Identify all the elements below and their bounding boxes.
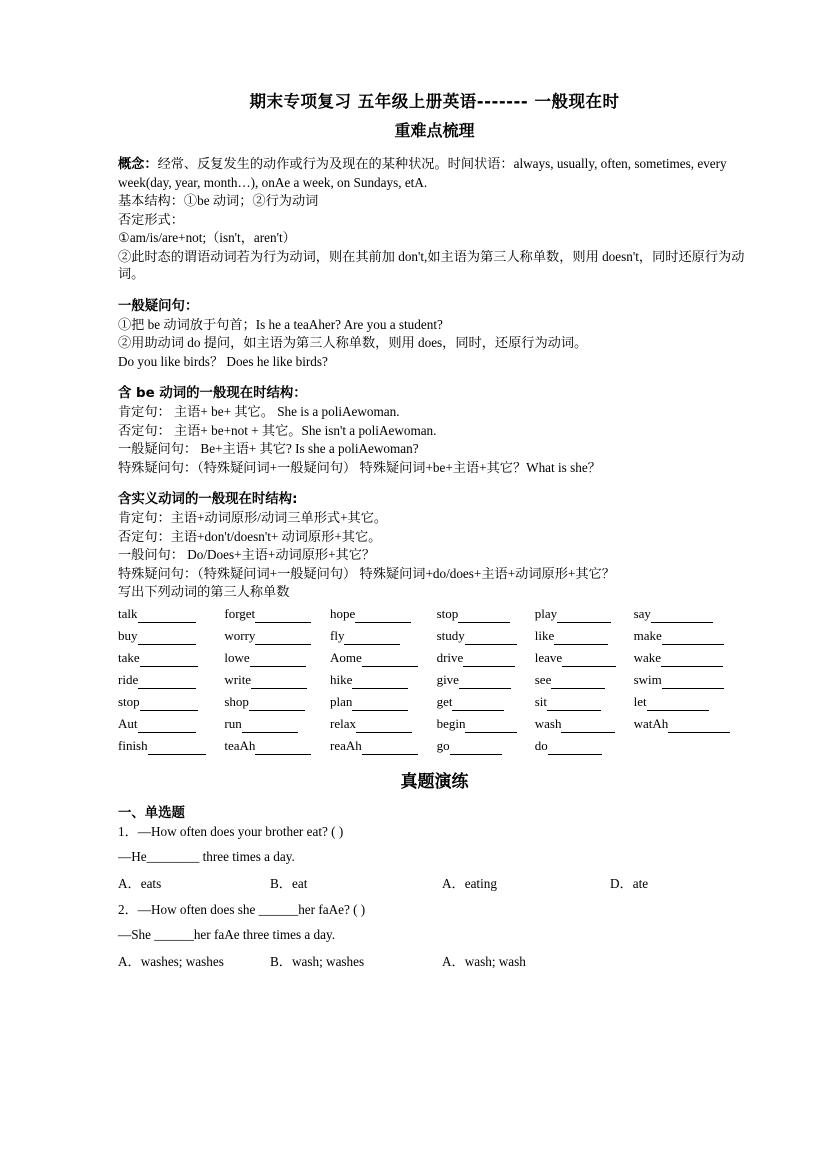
verb-cell (330, 603, 437, 625)
verb-table-row (118, 691, 751, 713)
section-subtitle: 重难点梳理 (394, 121, 475, 140)
verb-word: wake (633, 649, 662, 665)
verb-word: see (534, 671, 552, 687)
verb-cell (634, 669, 751, 691)
verb-cell (224, 603, 330, 625)
verb-cell (634, 603, 751, 625)
part-one-label: 一、单选题 (118, 805, 185, 821)
answer-blank[interactable] (459, 671, 511, 689)
verb-word: Aut (118, 715, 138, 731)
verb-affirmative: 肯定句：主语+动词原形/动词三单形式+其它。 (118, 510, 388, 525)
answer-blank[interactable] (138, 715, 196, 733)
verb-word: stop (436, 605, 459, 621)
question-stem: 2．—How often does she ______her faAe? ( ) (118, 901, 366, 917)
answer-blank[interactable] (662, 627, 724, 645)
answer-blank[interactable] (138, 605, 196, 623)
concept-text: 经常、反复发生的动作或行为及现在的某种状况。时间状语：always, usually, often, sometimes, every week(day, year, month…), onAe a week, on Sundays, etA. (118, 156, 727, 190)
verb-word: do (534, 737, 548, 753)
choice-c[interactable]: A．wash; wash (442, 953, 526, 969)
page-title: 期末专项复习 五年级上册英语------- 一般现在时 (249, 92, 620, 111)
answer-blank[interactable] (148, 737, 206, 755)
choice-d[interactable]: D．ate (610, 875, 649, 891)
answer-blank[interactable] (352, 693, 408, 711)
verb-table-row (118, 625, 751, 647)
be-special-question: 特殊疑问句：（特殊疑问词+一般疑问句） 特殊疑问词+be+主语+其它？What is she？ (118, 459, 601, 475)
verb-cell (535, 603, 634, 625)
verb-negative: 否定句：主语+don't/doesn't+ 动词原形+其它。 (118, 528, 382, 544)
verb-cell (535, 735, 634, 757)
general-question-heading: 一般疑问句： (118, 298, 199, 314)
verb-word: like (534, 627, 555, 643)
answer-blank[interactable] (465, 715, 517, 733)
verb-word: go (436, 737, 450, 753)
verb-table-body (118, 603, 751, 757)
answer-blank[interactable] (138, 627, 196, 645)
verb-word: reaAh (330, 737, 362, 753)
verb-cell (634, 713, 751, 735)
verb-word: watAh (633, 715, 669, 731)
verb-table-row (118, 669, 751, 691)
verb-word: run (224, 715, 242, 731)
verb-word: wash (534, 715, 562, 731)
verb-cell (535, 647, 634, 669)
verb-word: finish (118, 737, 148, 753)
verb-word: fly (330, 627, 345, 643)
be-negative: 否定句： 主语+ be+not + 其它。She isn't a poliAewoman. (118, 422, 437, 438)
answer-blank[interactable] (548, 737, 602, 755)
verb-word: stop (118, 693, 140, 709)
verb-table-row (118, 735, 751, 757)
be-structure-heading: 含 be 动词的一般现在时结构： (118, 386, 307, 401)
verb-cell (437, 647, 535, 669)
question-choices (118, 951, 751, 970)
general-question-2: ②用助动词 do 提问，如主语为第三人称单数，则用 does，同时，还原行为动词。 (118, 335, 588, 350)
choice-a[interactable]: A．washes; washes (118, 953, 224, 969)
answer-blank[interactable] (651, 605, 713, 623)
verb-word: leave (534, 649, 563, 665)
verb-cell (224, 691, 330, 713)
verb-cell (224, 625, 330, 647)
choice-c[interactable]: A．eating (442, 875, 497, 891)
answer-blank[interactable] (362, 737, 418, 755)
answer-blank[interactable] (561, 715, 615, 733)
choice-d[interactable] (610, 951, 750, 970)
answer-blank[interactable] (557, 605, 611, 623)
verb-cell (634, 625, 751, 647)
answer-blank[interactable] (352, 671, 408, 689)
verb-cell (437, 713, 535, 735)
answer-blank[interactable] (242, 715, 298, 733)
choice-a[interactable]: A．eats (118, 875, 162, 891)
choice-b[interactable]: B．eat (270, 875, 308, 891)
verb-word: say (633, 605, 651, 621)
verb-cell (224, 735, 330, 757)
verb-word: begin (436, 715, 466, 731)
basic-structure-line: 基本结构：①be 动词；②行为动词 (118, 193, 319, 208)
general-question-3: Do you like birds？ Does he like birds? (118, 353, 328, 369)
answer-blank[interactable] (465, 627, 517, 645)
verb-cell (118, 669, 224, 691)
practice-heading: 真题演练 (400, 771, 469, 792)
verb-word: plan (330, 693, 353, 709)
answer-blank[interactable] (362, 649, 418, 667)
negative-form-1: ①am/is/are+not;（isn't，aren't） (118, 230, 296, 245)
answer-blank[interactable] (450, 737, 502, 755)
answer-blank[interactable] (661, 649, 723, 667)
verb-cell (224, 647, 330, 669)
verb-cell (535, 713, 634, 735)
verb-cell (330, 691, 437, 713)
verb-word: worry (224, 627, 256, 643)
verb-cell (118, 713, 224, 735)
negative-form-2: ②此时态的谓语动词若为行为动词，则在其前加 don't,如主语为第三人称单数，则用 doesn't，同时还原行为动词。 (118, 248, 745, 281)
verb-cell (535, 625, 634, 647)
verb-cell (118, 735, 224, 757)
verb-word: make (633, 627, 662, 643)
verb-cell (634, 735, 751, 757)
answer-blank[interactable] (140, 693, 198, 711)
verb-special-question: 特殊疑问句：（特殊疑问词+一般疑问句） 特殊疑问词+do/does+主语+动词原形+其它？ (118, 565, 615, 581)
verb-word: relax (330, 715, 356, 731)
verb-word: play (534, 605, 558, 621)
verb-word: give (436, 671, 459, 687)
question-sub: —She ______her faAe three times a day. (118, 926, 336, 942)
verb-cell (330, 669, 437, 691)
verb-cell (224, 713, 330, 735)
verb-word: lowe (224, 649, 250, 665)
answer-blank[interactable] (554, 627, 608, 645)
verb-cell (535, 691, 634, 713)
verb-cell (330, 625, 437, 647)
verb-cell (118, 625, 224, 647)
concept-label: 概念： (118, 157, 158, 172)
verb-word: ride (118, 671, 139, 687)
answer-blank[interactable] (344, 627, 400, 645)
verb-cell (437, 625, 535, 647)
question-item (118, 823, 751, 892)
verb-word: take (118, 649, 140, 665)
verb-word: sit (534, 693, 548, 709)
answer-blank[interactable] (250, 649, 306, 667)
verb-cell (118, 691, 224, 713)
answer-blank[interactable] (452, 693, 504, 711)
answer-blank[interactable] (251, 671, 307, 689)
answer-blank[interactable] (458, 605, 510, 623)
verb-cell (634, 647, 751, 669)
verb-cell (330, 735, 437, 757)
verb-general-question: 一般问句： Do/Does+主语+动词原形+其它？ (118, 547, 376, 562)
negative-label: 否定形式： (118, 211, 184, 227)
verb-table-row (118, 713, 751, 735)
verb-exercise-table (118, 603, 751, 757)
verb-word: teaAh (224, 737, 256, 753)
answer-blank[interactable] (668, 715, 730, 733)
answer-blank[interactable] (249, 693, 305, 711)
answer-blank[interactable] (662, 671, 724, 689)
verb-structure-heading: 含实义动词的一般现在时结构: (118, 492, 298, 507)
verb-word: talk (118, 605, 138, 621)
verb-word: drive (436, 649, 464, 665)
question-list (118, 823, 751, 970)
concept-paragraph (118, 155, 751, 191)
question-choices (118, 873, 751, 892)
question-stem: 1．—How often does your brother eat? ( ) (118, 823, 344, 839)
verb-word: study (436, 627, 465, 643)
verb-word: swim (633, 671, 662, 687)
answer-blank[interactable] (255, 627, 311, 645)
answer-blank[interactable] (355, 605, 411, 623)
verb-cell (224, 669, 330, 691)
verb-word: hike (330, 671, 353, 687)
choice-b[interactable]: B．wash; washes (270, 953, 365, 969)
verb-word: let (633, 693, 647, 709)
verb-cell (118, 647, 224, 669)
verb-table-row (118, 647, 751, 669)
answer-blank[interactable] (562, 649, 616, 667)
be-general-question: 一般疑问句： Be+主语+ 其它? Is she a poliAewoman? (118, 441, 419, 456)
verb-word: shop (224, 693, 249, 709)
answer-blank[interactable] (255, 737, 311, 755)
question-sub: —He________ three times a day. (118, 848, 295, 864)
verb-cell (330, 647, 437, 669)
answer-blank[interactable] (547, 693, 601, 711)
verb-cell (437, 735, 535, 757)
verb-cell (437, 603, 535, 625)
exercise-prompt: 写出下列动词的第三人称单数 (118, 584, 290, 599)
verb-word: get (436, 693, 453, 709)
answer-blank[interactable] (356, 715, 412, 733)
answer-blank[interactable] (138, 671, 196, 689)
question-item (118, 901, 751, 970)
answer-blank[interactable] (140, 649, 198, 667)
verb-cell (437, 669, 535, 691)
general-question-1: ①把 be 动词放于句首；Is he a teaAher? Are you a student? (118, 316, 443, 332)
be-affirmative: 肯定句： 主语+ be+ 其它。 She is a poliAewoman. (118, 404, 400, 419)
verb-cell (118, 603, 224, 625)
verb-cell (437, 691, 535, 713)
verb-cell (330, 713, 437, 735)
answer-blank[interactable] (255, 605, 311, 623)
verb-cell (634, 691, 751, 713)
answer-blank[interactable] (551, 671, 605, 689)
verb-word: forget (224, 605, 256, 621)
verb-table-row (118, 603, 751, 625)
verb-word: Aome (330, 649, 362, 665)
answer-blank[interactable] (463, 649, 515, 667)
answer-blank[interactable] (647, 693, 709, 711)
verb-word: buy (118, 627, 138, 643)
verb-word: hope (330, 605, 356, 621)
verb-cell (535, 669, 634, 691)
verb-word: write (224, 671, 252, 687)
